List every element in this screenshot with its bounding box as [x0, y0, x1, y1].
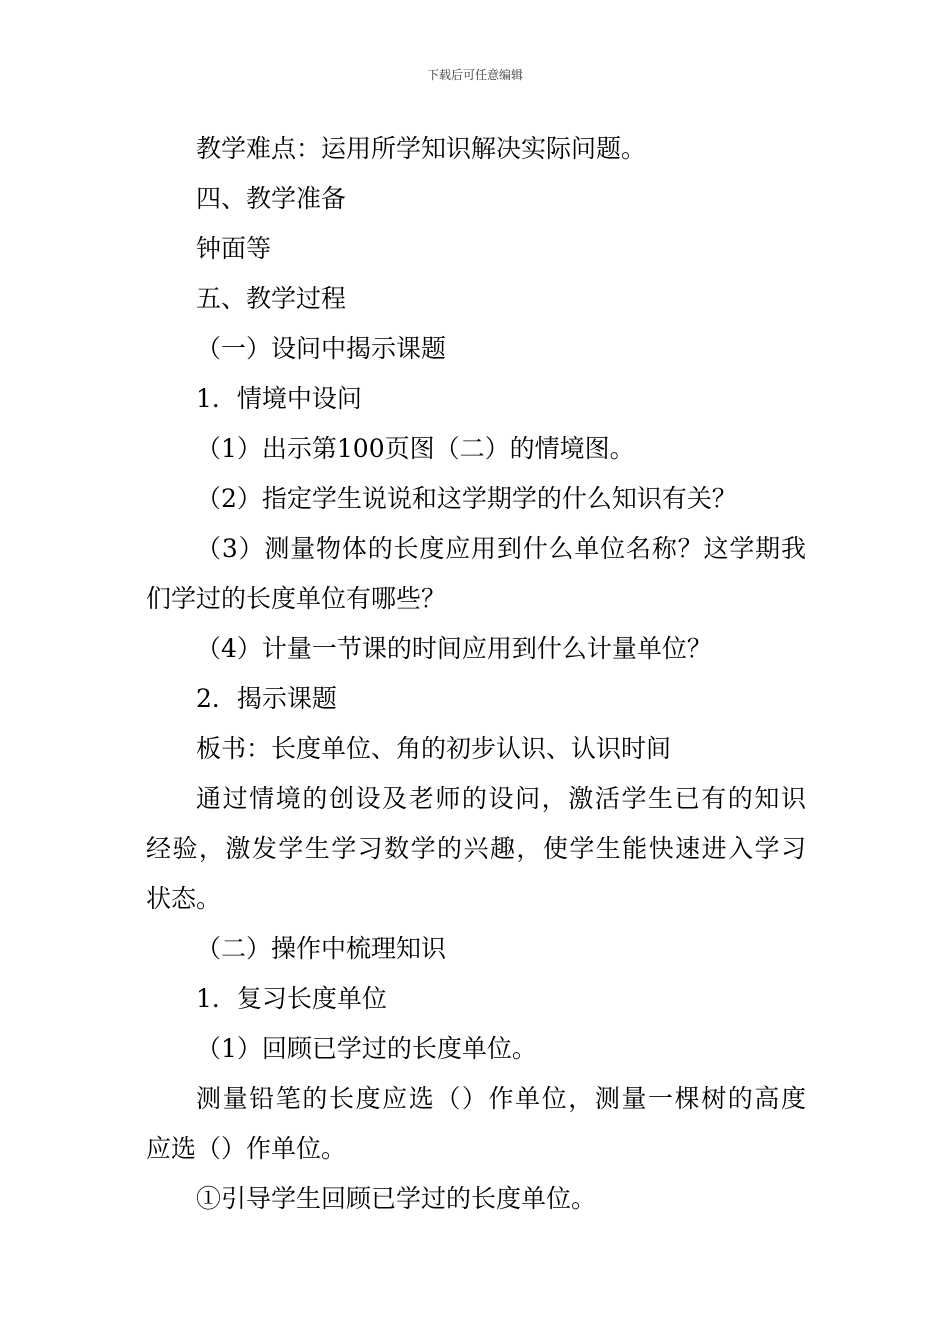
- section-heading: 四、教学准备: [196, 184, 347, 213]
- text-line: （3）测量物体的长度应用到什么单位名称？这学期我: [196, 534, 806, 563]
- text-line: 测量铅笔的长度应选（）作单位，测量一棵树的高度: [196, 1084, 806, 1113]
- text-line: （1）回顾已学过的长度单位。: [196, 1034, 537, 1063]
- text-line: ①引导学生回顾已学过的长度单位。: [196, 1184, 597, 1213]
- text-line: 经验，激发学生学习数学的兴趣，使学生能快速进入学习: [146, 834, 806, 863]
- text-line: 应选（）作单位。: [146, 1134, 347, 1163]
- section-heading: 五、教学过程: [196, 284, 347, 313]
- text-line: （4）计量一节课的时间应用到什么计量单位？: [196, 634, 712, 663]
- subsection-heading: （二）操作中梳理知识: [196, 934, 447, 963]
- text-line: 板书：长度单位、角的初步认识、认识时间: [196, 734, 672, 763]
- text-line: 钟面等: [196, 234, 272, 263]
- subsection-heading: （一）设问中揭示课题: [196, 334, 447, 363]
- text-line: （1）出示第100页图（二）的情境图。: [196, 434, 635, 463]
- text-line: 通过情境的创设及老师的设问，激活学生已有的知识: [196, 784, 806, 813]
- text-line: 们学过的长度单位有哪些？: [146, 584, 447, 613]
- text-line: 2．揭示课题: [196, 684, 337, 713]
- page-header: 下载后可任意编辑: [426, 68, 523, 82]
- text-line: 状态。: [146, 884, 222, 913]
- text-line: （2）指定学生说说和这学期学的什么知识有关？: [196, 484, 737, 513]
- text-line: 1．情境中设问: [196, 384, 362, 413]
- text-line: 1．复习长度单位: [196, 984, 387, 1013]
- text-line: 教学难点：运用所学知识解决实际问题。: [196, 134, 647, 163]
